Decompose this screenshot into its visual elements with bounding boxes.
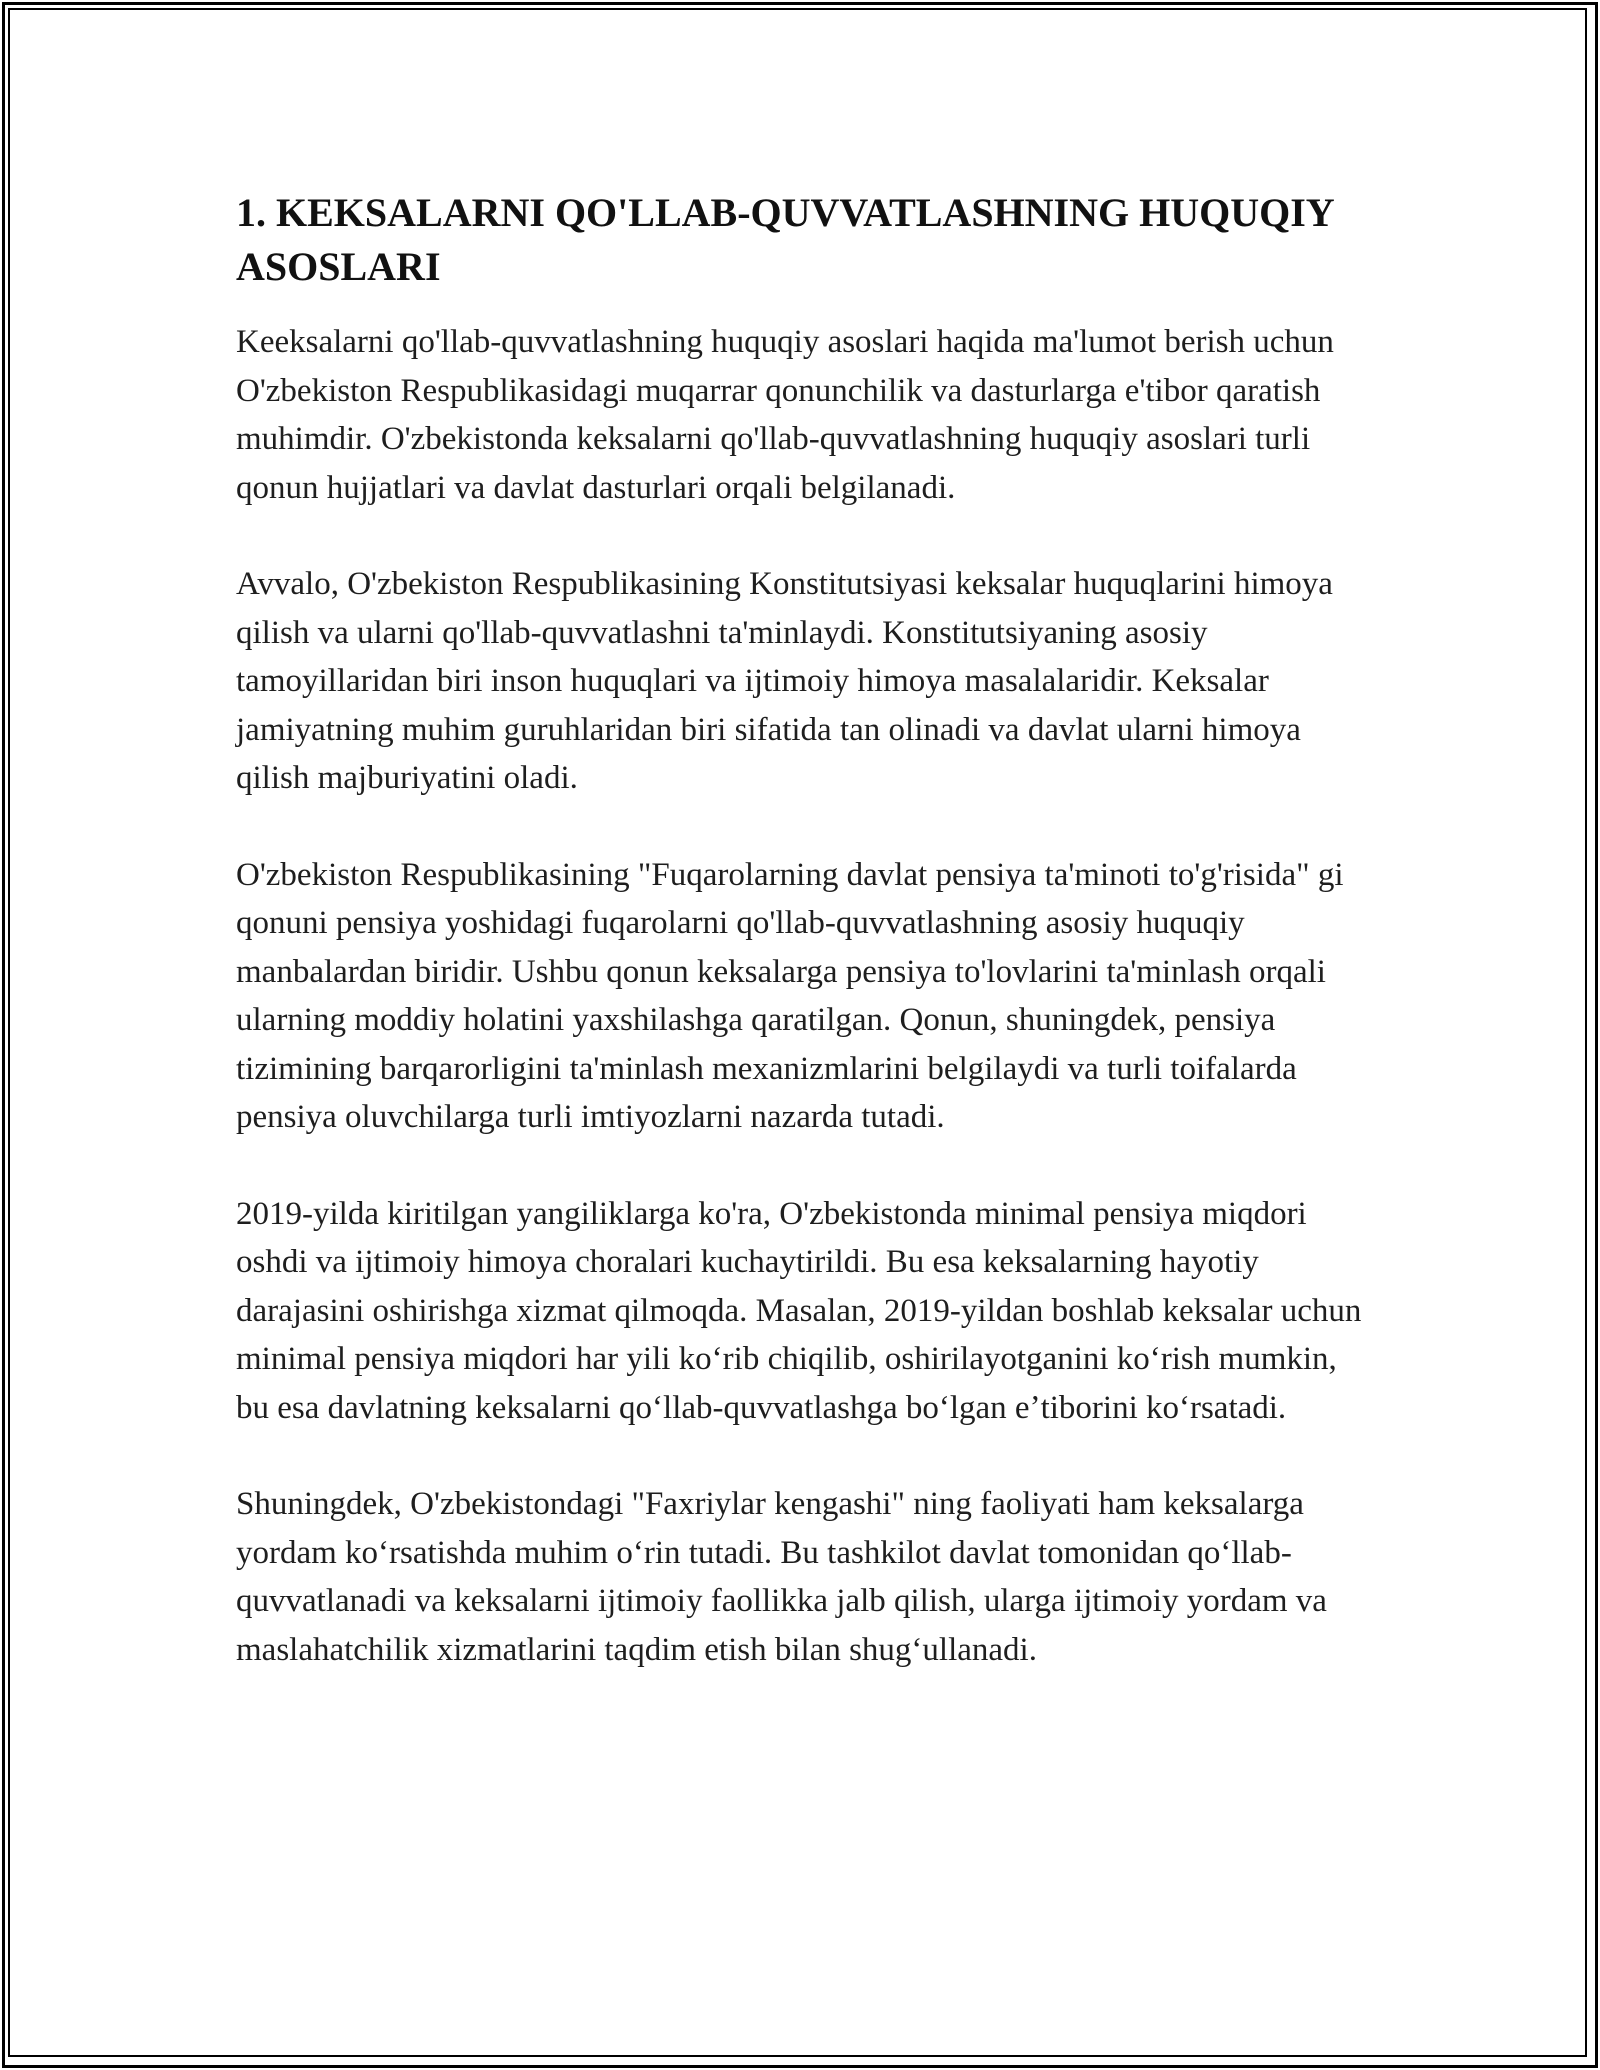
paragraph-2019-reforms: 2019-yilda kiritilgan yangiliklarga ko'ra, O'zbekistonda minimal pensiya miqdori oshdi va ijtimoiy himoya choralari kuchaytirildi. Bu esa keksalarning hayotiy darajasini oshirishga xizmat qilmoqda. Masalan, 2019-yildan boshlab keksalar uchun minimal pensiya miqdori har yili koʻrib chiqilib, oshirilayotganini koʻrish mumkin, bu esa davlatning keksalarni qoʻllab-quvvatlashga boʻlgan eʼtiborini koʻrsatadi. (236, 1195, 1362, 1426)
paragraph-intro: Keeksalarni qo'llab-quvvatlashning huquqiy asoslari haqida ma'lumot berish uchun O'zbekiston Respublikasidagi muqarrar qonunchilik va dasturlarga e'tibor qaratish muhimdir. O'zbekistonda keksalarni qo'llab-quvvatlashning huquqiy asoslari turli qonun hujjatlari va davlat dasturlari orqali belgilanadi. (236, 324, 1334, 506)
document-title: 1. KEKSALARNI QO'LLAB-QUVVATLASHNING HUQUQIY ASOSLARI (236, 190, 1334, 289)
document-body (236, 186, 1366, 1722)
paragraph-veterans-council: Shuningdek, O'zbekistondagi "Faxriylar kengashi" ning faoliyati ham keksalarga yordam koʻrsatishda muhim oʻrin tutadi. Bu tashkilot davlat tomonidan qoʻllab-quvvatlanadi va keksalarni ijtimoiy faollikka jalb qilish, ularga ijtimoiy yordam va maslahatchilik xizmatlarini taqdim etish bilan shugʻullanadi. (236, 1486, 1327, 1668)
paragraph-constitution: Avvalo, O'zbekiston Respublikasining Konstitutsiyasi keksalar huquqlarini himoya qilish va ularni qo'llab-quvvatlashni ta'minlaydi. Konstitutsiyaning asosiy tamoyillaridan biri inson huquqlari va ijtimoiy himoya masalalaridir. Keksalar jamiyatning muhim guruhlaridan biri sifatida tan olinadi va davlat ularni himoya qilish majburiyatini oladi. (236, 566, 1333, 796)
paragraph-pension-law: O'zbekiston Respublikasining "Fuqarolarning davlat pensiya ta'minoti to'g'risida" gi qonuni pensiya yoshidagi fuqarolarni qo'llab-quvvatlashning asosiy huquqiy manbalardan biridir. Ushbu qonun keksalarga pensiya to'lovlarini ta'minlash orqali ularning moddiy holatini yaxshilashga qaratilgan. Qonun, shuningdek, pensiya tizimining barqarorligini ta'minlash mexanizmlarini belgilaydi va turli toifalarda pensiya oluvchilarga turli imtiyozlarni nazarda tutadi. (236, 856, 1344, 1135)
